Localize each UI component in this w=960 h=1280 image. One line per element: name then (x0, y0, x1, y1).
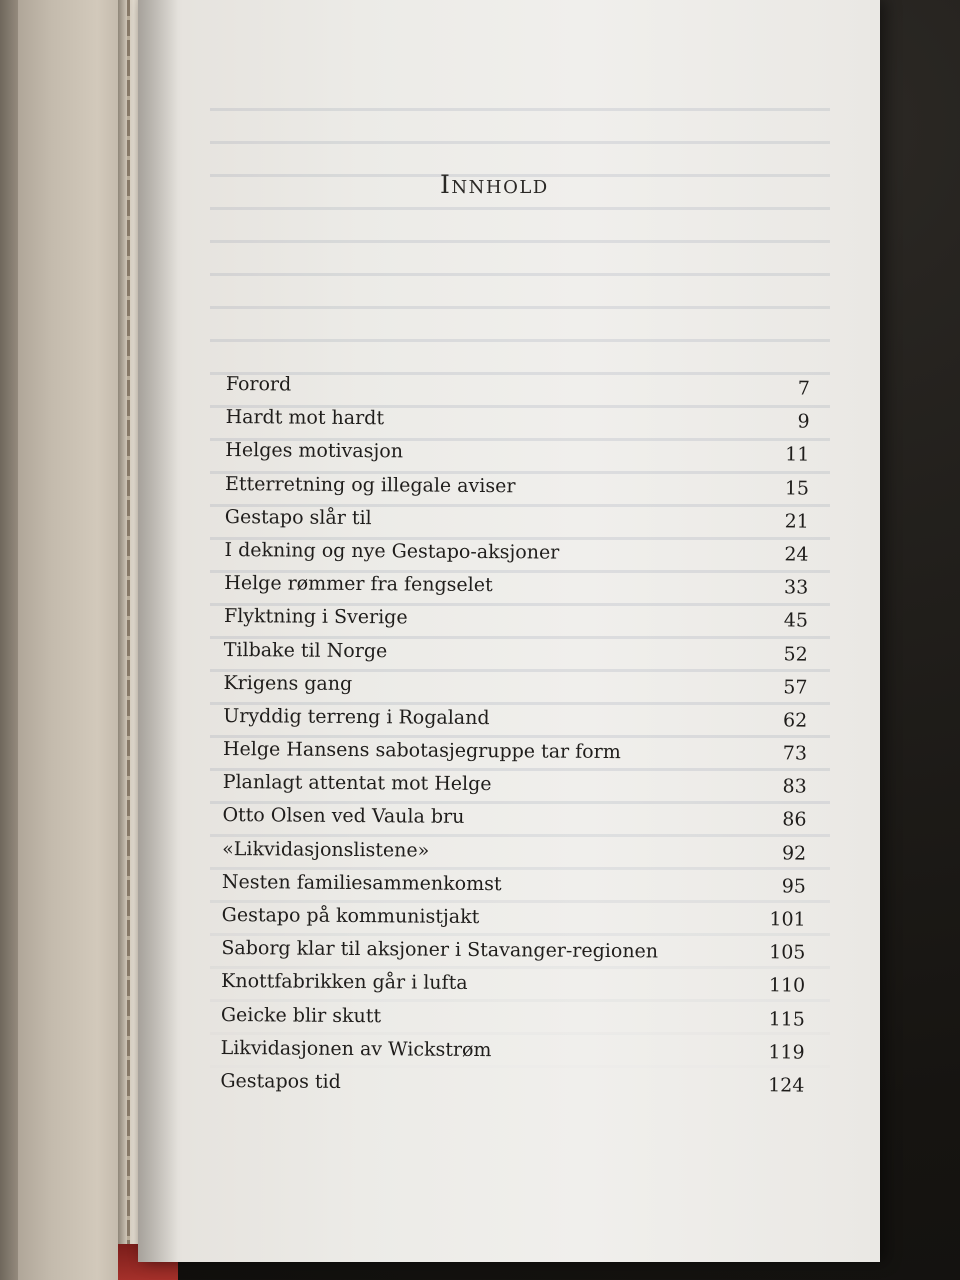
gutter-shadow (138, 0, 178, 1262)
toc-entry-title: Likvidasjonen av Wickstrøm (220, 1036, 492, 1061)
toc-entry (225, 468, 809, 506)
toc-entry-page-number: 62 (782, 709, 808, 732)
toc-entry-title: Knottfabrikken går i lufta (221, 970, 468, 995)
binding-stitch (127, 0, 130, 1250)
toc-entry-title: Otto Olsen ved Vaula bru (222, 804, 465, 829)
toc-entry-title: Flyktning i Sverige (223, 605, 408, 629)
toc-entry-title: Hardt mot hardt (225, 406, 385, 430)
toc-entry-title: Planlagt attentat mot Helge (222, 771, 492, 796)
toc-entry-title: Saborg klar til aksjoner i Stavanger-regionen (221, 937, 659, 963)
left-page-edge (0, 0, 18, 1280)
toc-entry-page-number: 7 (797, 377, 810, 400)
toc-entry-page-number: 15 (784, 476, 810, 500)
toc-entry-page-number: 95 (781, 875, 807, 898)
toc-entry-page-number: 101 (769, 908, 806, 931)
toc-entry-page-number: 45 (783, 609, 809, 632)
toc-entry-page-number: 21 (784, 510, 809, 533)
toc-entry-page-number: 86 (782, 808, 807, 832)
toc-entry-title: Tilbake til Norge (223, 638, 388, 662)
toc-entry-title: Nesten familiesammenkomst (221, 870, 502, 895)
toc-entry-page-number: 9 (797, 410, 810, 433)
toc-entry (225, 434, 809, 472)
table-of-contents (220, 368, 810, 1103)
toc-entry (222, 866, 806, 904)
toc-entry-page-number: 115 (768, 1007, 805, 1031)
toc-entry-page-number: 119 (768, 1041, 805, 1064)
toc-entry-title: Forord (225, 372, 292, 396)
toc-entry (224, 534, 808, 572)
toc-entry (222, 833, 806, 871)
toc-entry (224, 633, 808, 671)
toc-entry (223, 700, 807, 738)
toc-entry-title: Gestapo på kommunistjakt (221, 903, 480, 929)
toc-entry-title: Etterretning og illegale aviser (225, 472, 516, 497)
toc-entry (225, 401, 809, 439)
toc-entry (224, 567, 808, 605)
toc-entry (223, 733, 807, 771)
toc-entry-page-number: 92 (781, 842, 807, 865)
toc-entry (222, 799, 806, 837)
toc-entry-page-number: 33 (784, 576, 809, 599)
toc-entry-title: Helges motivasjon (225, 439, 404, 463)
toc-entry-page-number: 83 (782, 775, 807, 798)
toc-entry-page-number: 110 (768, 974, 806, 997)
toc-entry-title: Uryddig terreng i Rogaland (223, 704, 490, 729)
toc-entry-page-number: 24 (784, 543, 809, 566)
toc-entry (221, 965, 805, 1003)
toc-entry (223, 766, 807, 804)
toc-entry (223, 667, 807, 705)
toc-entry-title: Gestapos tid (220, 1069, 341, 1093)
left-page (0, 0, 130, 1280)
toc-entry-title: Krigens gang (223, 671, 353, 695)
toc-entry (220, 1065, 804, 1103)
toc-entry-title: Geicke blir skutt (220, 1003, 382, 1027)
toc-entry-title: Gestapo slår til (224, 505, 372, 529)
toc-entry-title: Helge Hansens sabotasjegruppe tar form (222, 738, 621, 764)
toc-entry (221, 999, 805, 1037)
toc-entry-page-number: 57 (783, 676, 808, 699)
toc-entry-page-number: 52 (783, 642, 808, 666)
toc-entry (221, 932, 805, 970)
toc-entry (221, 1032, 805, 1070)
toc-entry-page-number: 73 (782, 742, 808, 765)
toc-entry (224, 600, 808, 638)
toc-entry (226, 368, 810, 406)
toc-entry-title: Helge rømmer fra fengselet (224, 572, 493, 597)
toc-entry-title: I dekning og nye Gestapo-aksjoner (224, 538, 560, 564)
toc-entry (225, 501, 809, 539)
toc-entry-page-number: 124 (768, 1074, 805, 1097)
toc-entry-title: «Likvidasjonslistene» (222, 837, 430, 862)
toc-entry-page-number: 105 (769, 941, 806, 964)
toc-heading: Innhold (440, 170, 549, 199)
toc-entry-page-number: 11 (785, 443, 810, 466)
toc-entry (222, 899, 806, 937)
